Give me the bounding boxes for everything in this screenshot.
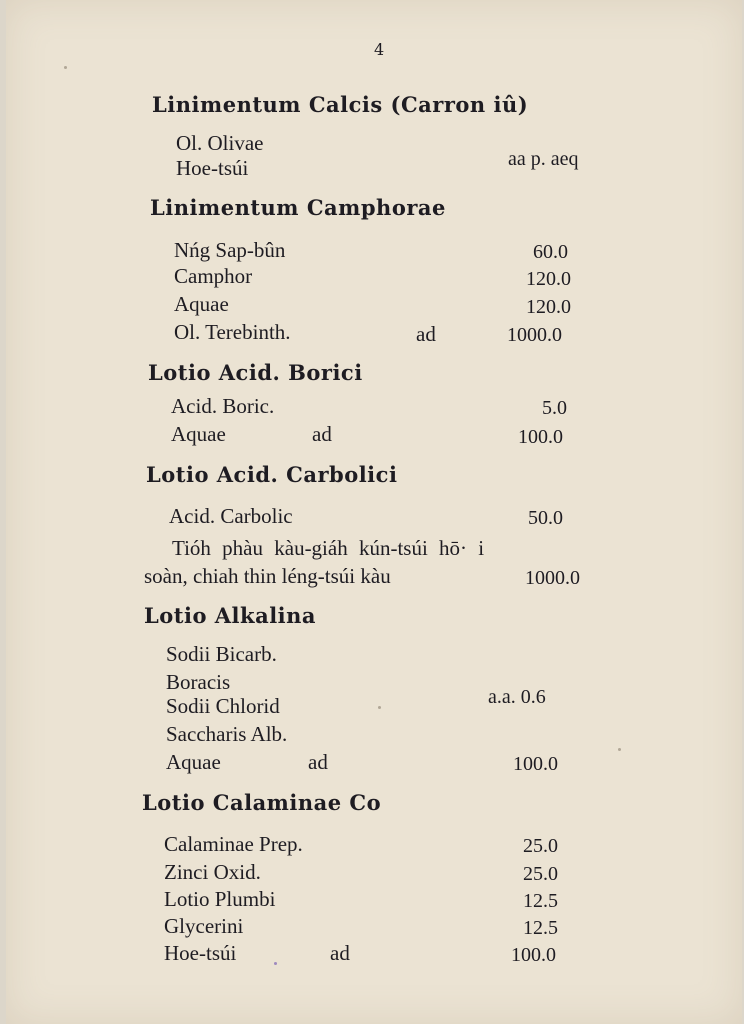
ingredient-name: Boracis [166,670,231,694]
ingredient-quantity: 25.0 [523,863,558,885]
ingredient-quantity: 100.0 [511,944,556,966]
ingredient-quantity: 120.0 [526,268,571,290]
ingredient-name: Sodii Bicarb. [166,642,277,666]
ad-label: ad [416,322,436,346]
ingredient-name: Hoe-tsúi [164,941,237,965]
ad-label: ad [312,422,332,446]
section-title: Lotio Acid. Carbolici [146,462,398,487]
ad-label: ad [308,750,328,774]
ingredient-name: Aquae [174,292,229,316]
ingredient-quantity: 5.0 [542,397,567,419]
paper-speck [64,66,67,69]
ingredient-quantity: 12.5 [523,917,558,939]
ingredient-quantity: 25.0 [523,835,558,857]
ingredient-quantity: 100.0 [513,753,558,775]
section-title: Lotio Calaminae Co [142,790,382,815]
ingredient-name: Ol. Terebinth. [174,320,291,344]
ingredient-quantity: 120.0 [526,296,571,318]
ingredient-name: Acid. Carbolic [169,504,293,528]
ingredient-quantity: aa p. aeq [508,148,579,170]
ingredient-quantity: 50.0 [528,507,563,529]
ingredient-quantity: 1000.0 [525,567,580,589]
ad-label: ad [330,941,350,965]
ingredient-name: Nńg Sap-bûn [174,238,286,262]
ingredient-name: Camphor [174,264,253,288]
ingredient-quantity: 1000.0 [507,324,562,346]
paper-speck [378,706,381,709]
section-title: Linimentum Camphorae [150,195,446,220]
instruction-text: soàn, chiah thin léng-tsúi kàu [144,564,391,588]
ingredient-name: Zinci Oxid. [164,860,261,884]
ingredient-name: Aquae [166,750,221,774]
section-title: Linimentum Calcis (Carron iû) [152,92,529,117]
ingredient-quantity: 100.0 [518,426,563,448]
instruction-text: Tióh phàu kàu-giáh kún-tsúi hō· i [172,536,485,560]
ingredient-name: Aquae [171,422,226,446]
section-title: Lotio Acid. Borici [148,360,363,385]
section-title: Lotio Alkalina [144,603,317,628]
ingredient-name: Glycerini [164,914,244,938]
ingredient-name: Hoe-tsúi [176,156,249,180]
ingredient-name: Ol. Olivae [176,131,264,155]
ingredient-name: Lotio Plumbi [164,887,276,911]
ink-speck [274,962,277,965]
ingredient-name: Sodii Chlorid [166,694,280,718]
ingredient-quantity: 12.5 [523,890,558,912]
document-page [6,0,742,1024]
paper-speck [618,748,621,751]
ingredient-quantity: 60.0 [533,241,568,263]
page-number: 4 [374,40,385,59]
ingredient-quantity: a.a. 0.6 [488,686,546,708]
ingredient-name: Calaminae Prep. [164,832,303,856]
ingredient-name: Saccharis Alb. [166,722,288,746]
ingredient-name: Acid. Boric. [171,394,275,418]
